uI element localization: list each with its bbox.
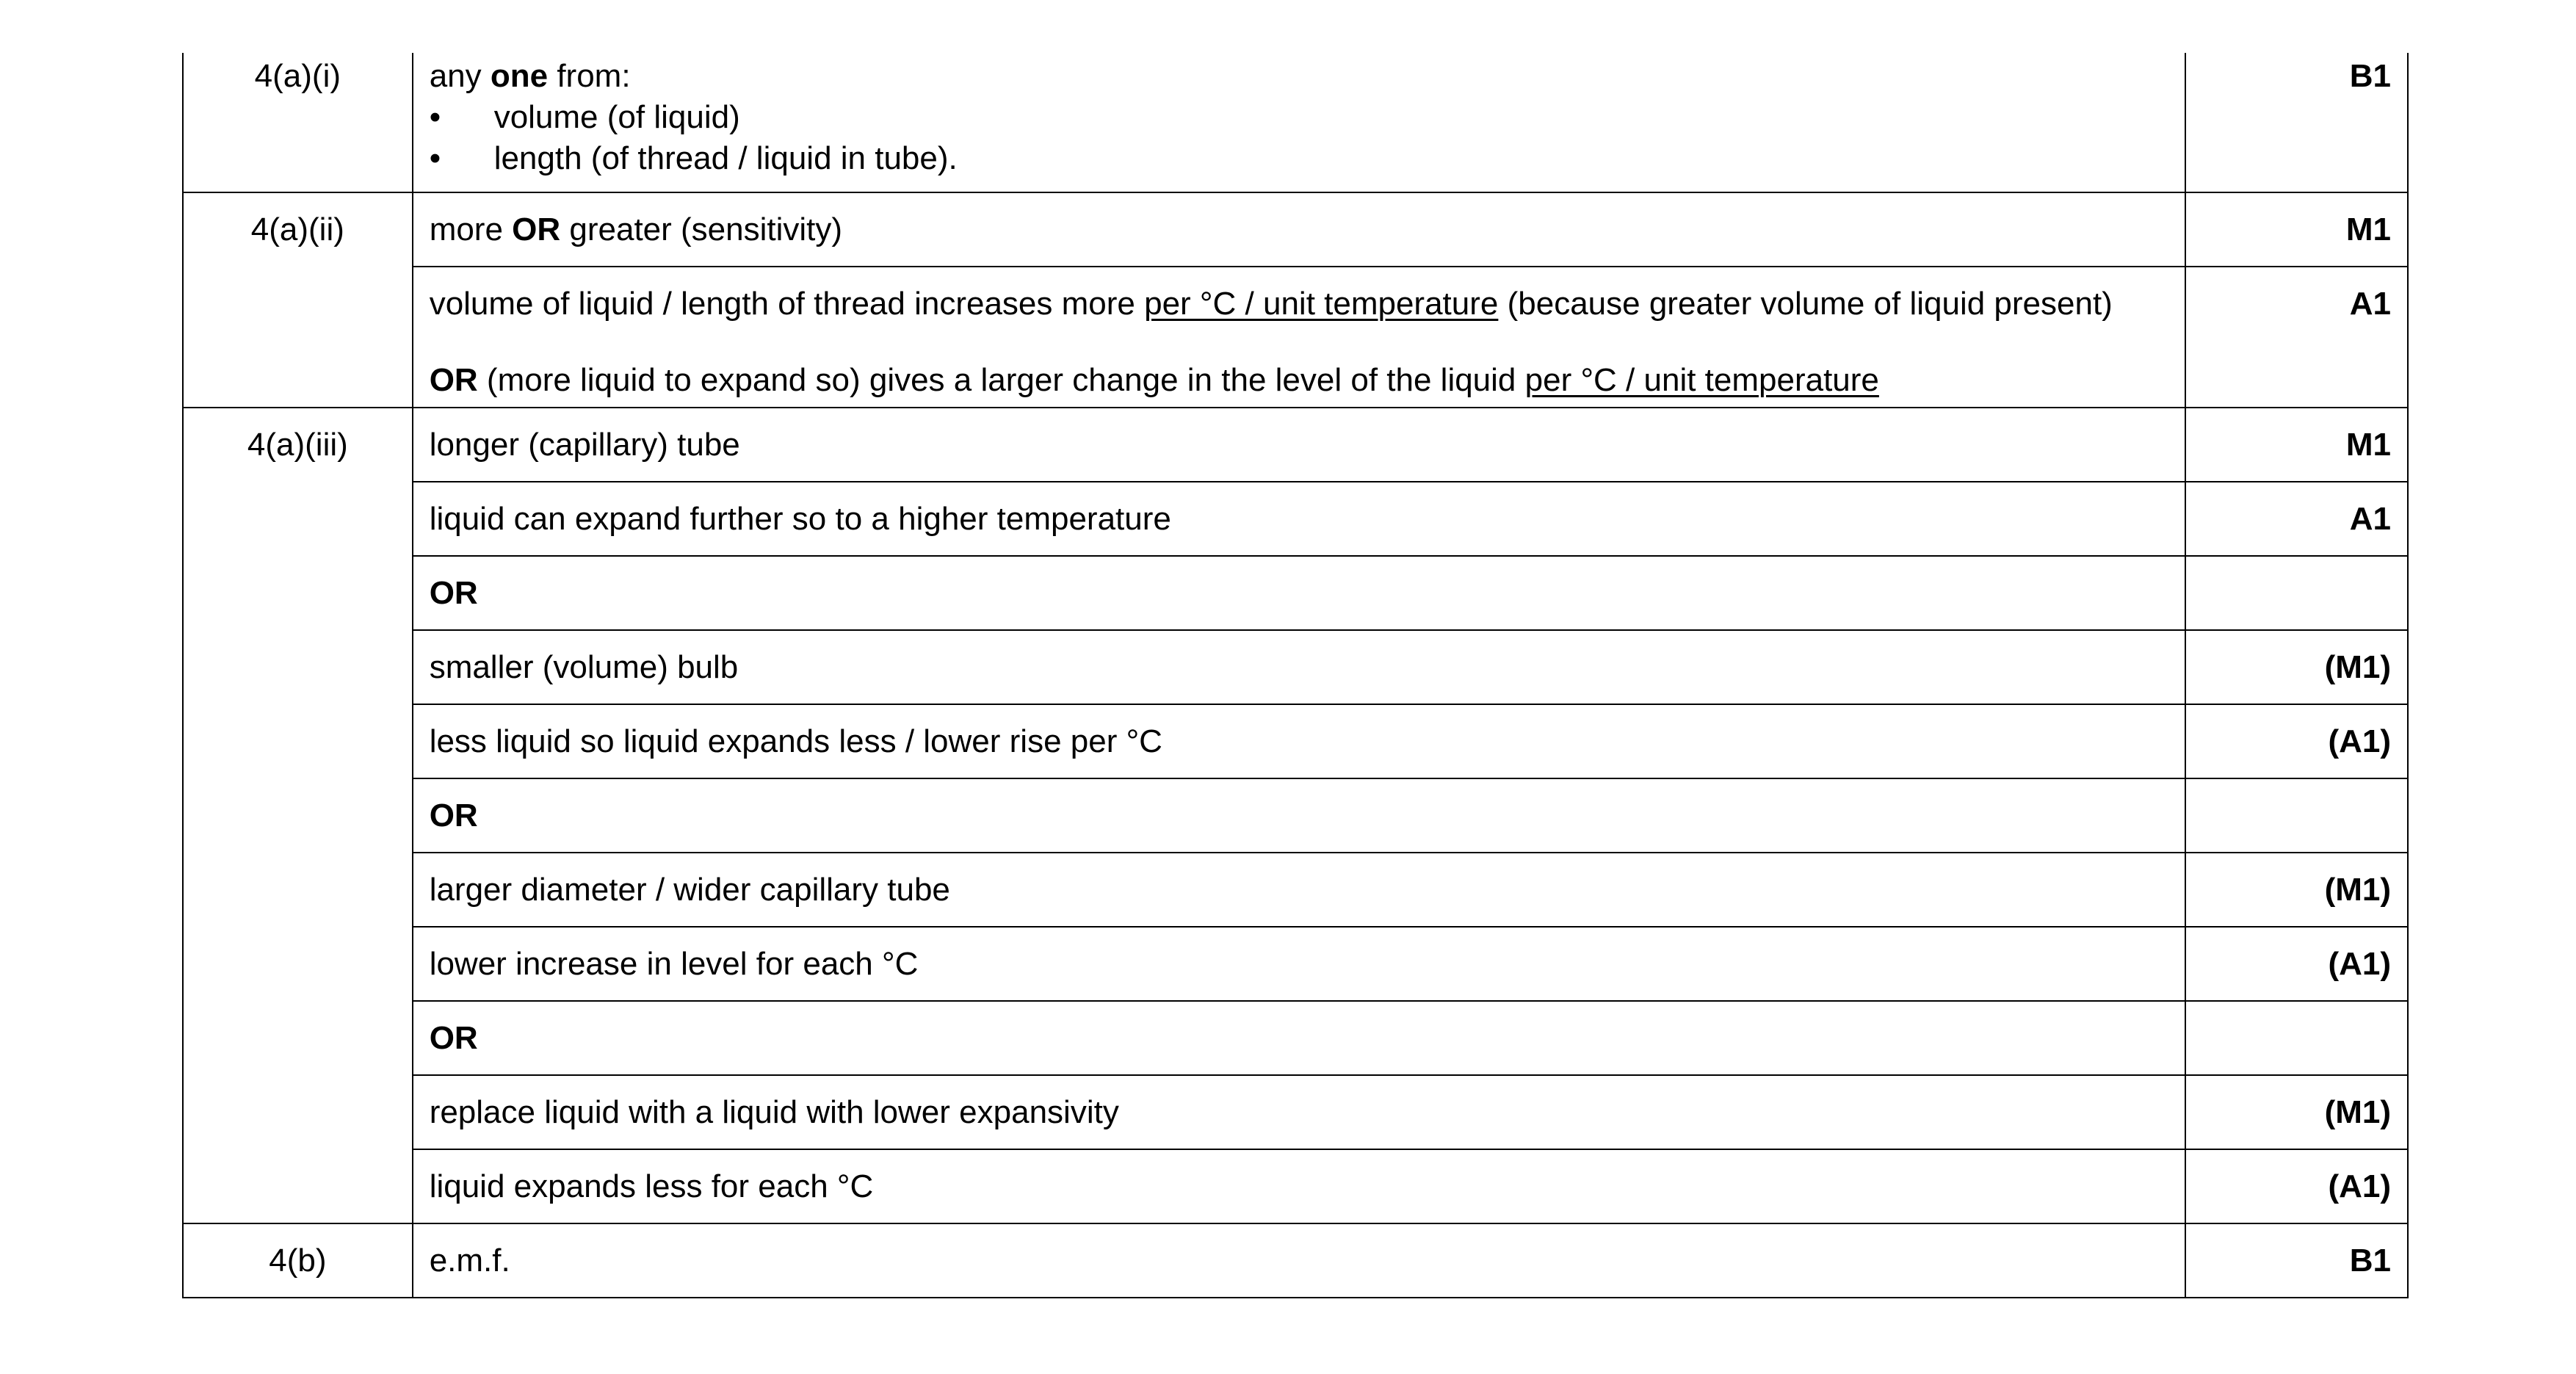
- mark-cell: [2185, 1075, 2408, 1149]
- mark-cell: [2185, 482, 2408, 556]
- mark-label: (A1): [2328, 723, 2391, 759]
- answer-cell: [413, 408, 2185, 482]
- table-row: [183, 408, 2408, 482]
- or-keyword: OR: [429, 798, 478, 834]
- bullet-icon: •: [429, 99, 441, 135]
- answer-cell: [413, 630, 2185, 704]
- mark-cell: [2185, 192, 2408, 267]
- mark-cell: [2185, 778, 2408, 853]
- answer-cell: [413, 1075, 2185, 1149]
- answer-cell: [413, 1001, 2185, 1075]
- mark-cell: [2185, 408, 2408, 482]
- question-number: 4(a)(i): [254, 58, 341, 94]
- table-row: [183, 53, 2408, 192]
- bullet-text: length (of thread / liquid in tube).: [493, 140, 958, 176]
- mark-scheme-table: [182, 53, 2409, 1298]
- mark-cell: [2185, 1223, 2408, 1298]
- underlined-keyphrase: per °C / unit temperature: [1144, 286, 1499, 322]
- question-cell: [183, 408, 413, 1223]
- table-row: [183, 1075, 2408, 1149]
- mark-cell: [2185, 53, 2408, 192]
- table-row: [183, 267, 2408, 408]
- mark-label: (A1): [2328, 1168, 2391, 1204]
- table-row: [183, 192, 2408, 267]
- answer-text: replace liquid with a liquid with lower expansivity: [429, 1094, 1119, 1130]
- table-row: [183, 556, 2408, 630]
- answer-intro-text-end: from:: [548, 58, 631, 94]
- list-item: [430, 97, 2168, 138]
- answer-cell: [413, 53, 2185, 192]
- answer-text-start: more: [429, 211, 513, 247]
- mark-label: A1: [2349, 501, 2391, 537]
- answer-alternative: [430, 325, 2168, 401]
- mark-cell: [2185, 1149, 2408, 1223]
- mark-cell: [2185, 1001, 2408, 1075]
- table-row: [183, 778, 2408, 853]
- question-cell: [183, 1223, 413, 1298]
- or-keyword: OR: [429, 1020, 478, 1056]
- mark-label: (M1): [2324, 1094, 2391, 1130]
- answer-cell: [413, 1223, 2185, 1298]
- answer-cell: [413, 267, 2185, 408]
- answer-cell: [413, 853, 2185, 927]
- answer-intro-emphasis: one: [490, 58, 549, 94]
- answer-text: [430, 267, 2168, 325]
- answer-text: larger diameter / wider capillary tube: [429, 872, 950, 908]
- or-keyword: OR: [429, 575, 478, 611]
- mark-label: A1: [2349, 286, 2391, 322]
- table-row: [183, 1001, 2408, 1075]
- mark-label: [2202, 1002, 2391, 1018]
- table-row: [183, 1223, 2408, 1298]
- table-row: [183, 482, 2408, 556]
- table-row: [183, 704, 2408, 778]
- underlined-keyphrase: per °C / unit temperature: [1524, 362, 1879, 398]
- answer-cell: [413, 482, 2185, 556]
- mark-cell: [2185, 704, 2408, 778]
- answer-text: liquid can expand further so to a higher temperature: [429, 501, 1171, 537]
- answer-text: longer (capillary) tube: [429, 427, 740, 463]
- table-row: [183, 630, 2408, 704]
- mark-label: M1: [2345, 211, 2391, 247]
- answer-cell: [413, 778, 2185, 853]
- answer-text-start: (more liquid to expand so) gives a larger change in the level of the liquid: [477, 362, 1525, 398]
- or-keyword: OR: [429, 362, 478, 398]
- answer-cell: [413, 704, 2185, 778]
- mark-label: (M1): [2324, 649, 2391, 685]
- mark-label: [2202, 779, 2391, 795]
- question-number: 4(a)(iii): [247, 427, 348, 463]
- mark-label: (M1): [2324, 872, 2391, 908]
- question-cell: [183, 53, 413, 192]
- answer-text: e.m.f.: [429, 1243, 510, 1279]
- answer-text: [430, 193, 2168, 250]
- answer-text: liquid expands less for each °C: [429, 1168, 874, 1204]
- answer-text-end: greater (sensitivity): [560, 211, 843, 247]
- mark-label: M1: [2345, 427, 2391, 463]
- answer-text: less liquid so liquid expands less / lower rise per °C: [429, 723, 1162, 759]
- answer-cell: [413, 192, 2185, 267]
- question-cell: [183, 192, 413, 408]
- mark-cell: [2185, 267, 2408, 408]
- table-row: [183, 1149, 2408, 1223]
- mark-cell: [2185, 853, 2408, 927]
- mark-cell: [2185, 630, 2408, 704]
- question-number: 4(a)(ii): [250, 211, 344, 247]
- bullet-text: volume (of liquid): [493, 99, 740, 135]
- table-row: [183, 927, 2408, 1001]
- mark-cell: [2185, 556, 2408, 630]
- answer-intro: [430, 53, 2168, 97]
- answer-text-start: volume of liquid / length of thread increases more: [429, 286, 1145, 322]
- list-item: [430, 138, 2168, 179]
- mark-cell: [2185, 927, 2408, 1001]
- answer-text: lower increase in level for each °C: [429, 946, 919, 982]
- table-row: [183, 853, 2408, 927]
- mark-label: (A1): [2328, 946, 2391, 982]
- mark-label: B1: [2349, 58, 2391, 94]
- mark-label: B1: [2349, 1243, 2391, 1279]
- question-number: 4(b): [269, 1243, 327, 1279]
- mark-label: [2202, 557, 2391, 573]
- answer-intro-text: any: [429, 58, 491, 94]
- answer-cell: [413, 927, 2185, 1001]
- answer-cell: [413, 1149, 2185, 1223]
- answer-text: smaller (volume) bulb: [429, 649, 739, 685]
- or-keyword: OR: [512, 211, 561, 247]
- bullet-icon: •: [429, 140, 441, 176]
- answer-text-end: (because greater volume of liquid present): [1498, 286, 2113, 322]
- answer-cell: [413, 556, 2185, 630]
